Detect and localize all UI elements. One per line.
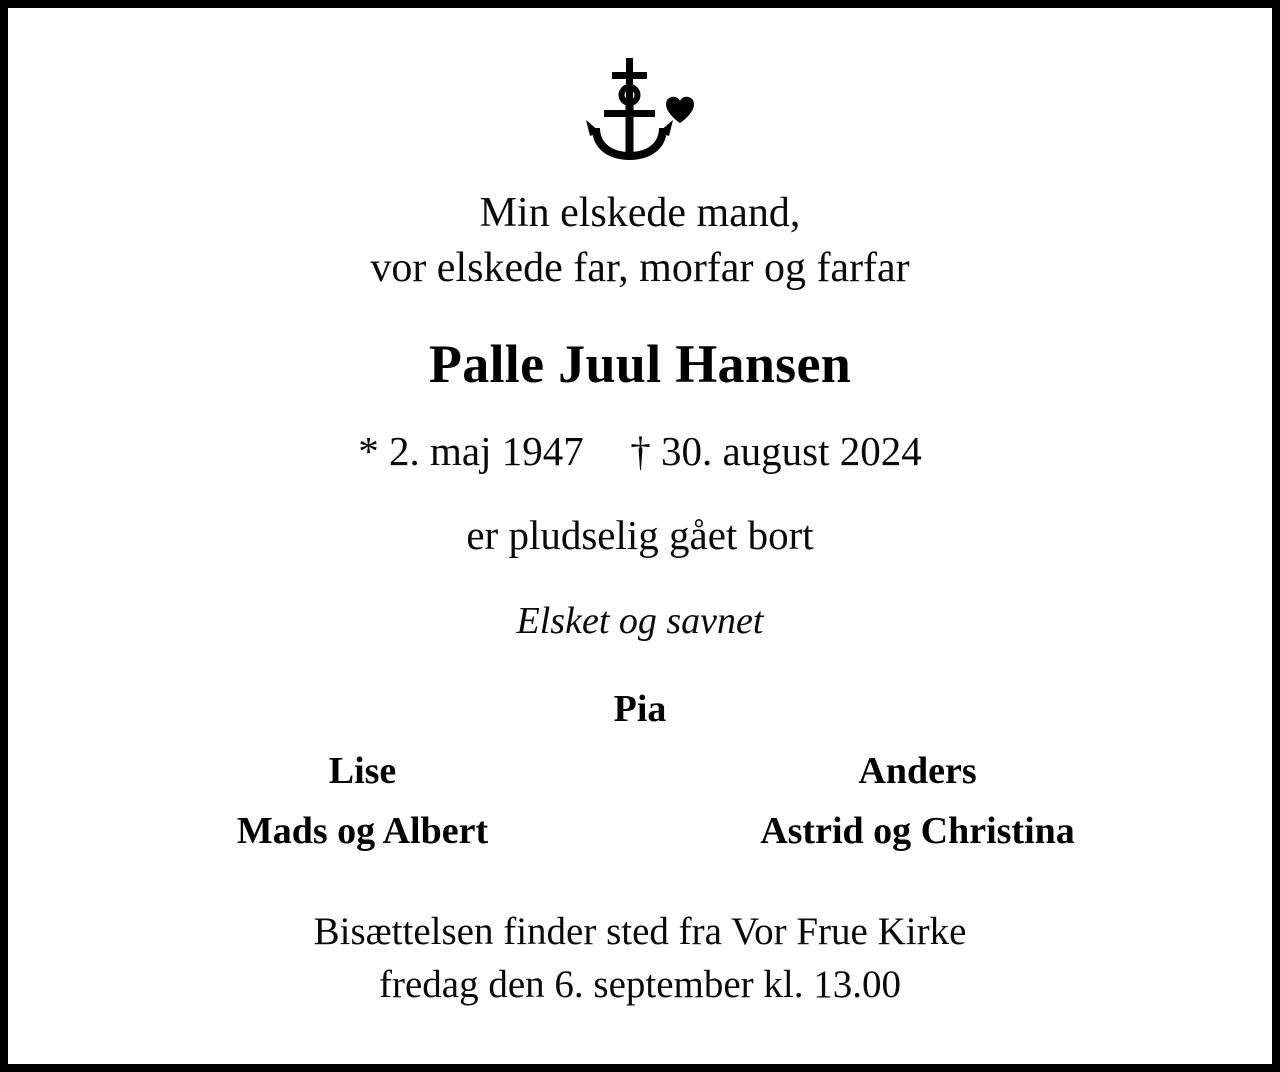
service-line-1: Bisættelsen finder sted fra Vor Frue Kirke xyxy=(313,909,967,953)
survivor-row xyxy=(85,745,1195,799)
death-date: 30. august 2024 xyxy=(660,427,922,474)
birth-date: 2. maj 1947 xyxy=(388,427,584,474)
passing-text: er pludselig gået bort xyxy=(466,511,814,558)
salutation-line-2: vor elskede far, morfar og farfar xyxy=(370,245,910,292)
birth-symbol: * xyxy=(358,427,379,474)
survivor-left: Lise xyxy=(328,749,397,792)
survivor-row xyxy=(85,805,1195,859)
survivors-list xyxy=(85,745,1195,859)
survivor-primary: Pia xyxy=(613,687,667,730)
salutation-line-1: Min elskede mand, xyxy=(479,190,801,236)
obituary-notice xyxy=(8,8,1272,1064)
service-info xyxy=(314,905,967,1011)
survivor-right: Astrid og Christina xyxy=(760,809,1075,852)
salutation xyxy=(370,186,909,297)
death-symbol: † xyxy=(630,427,651,474)
epitaph: Elsket og savnet xyxy=(516,599,764,642)
survivor-right: Anders xyxy=(858,749,977,792)
service-line-2: fredag den 6. september kl. 13.00 xyxy=(378,962,901,1006)
survivor-left: Mads og Albert xyxy=(236,809,489,852)
life-dates xyxy=(358,427,922,475)
deceased-name: Palle Juul Hansen xyxy=(428,333,852,394)
cross-anchor-heart-icon xyxy=(580,54,700,164)
